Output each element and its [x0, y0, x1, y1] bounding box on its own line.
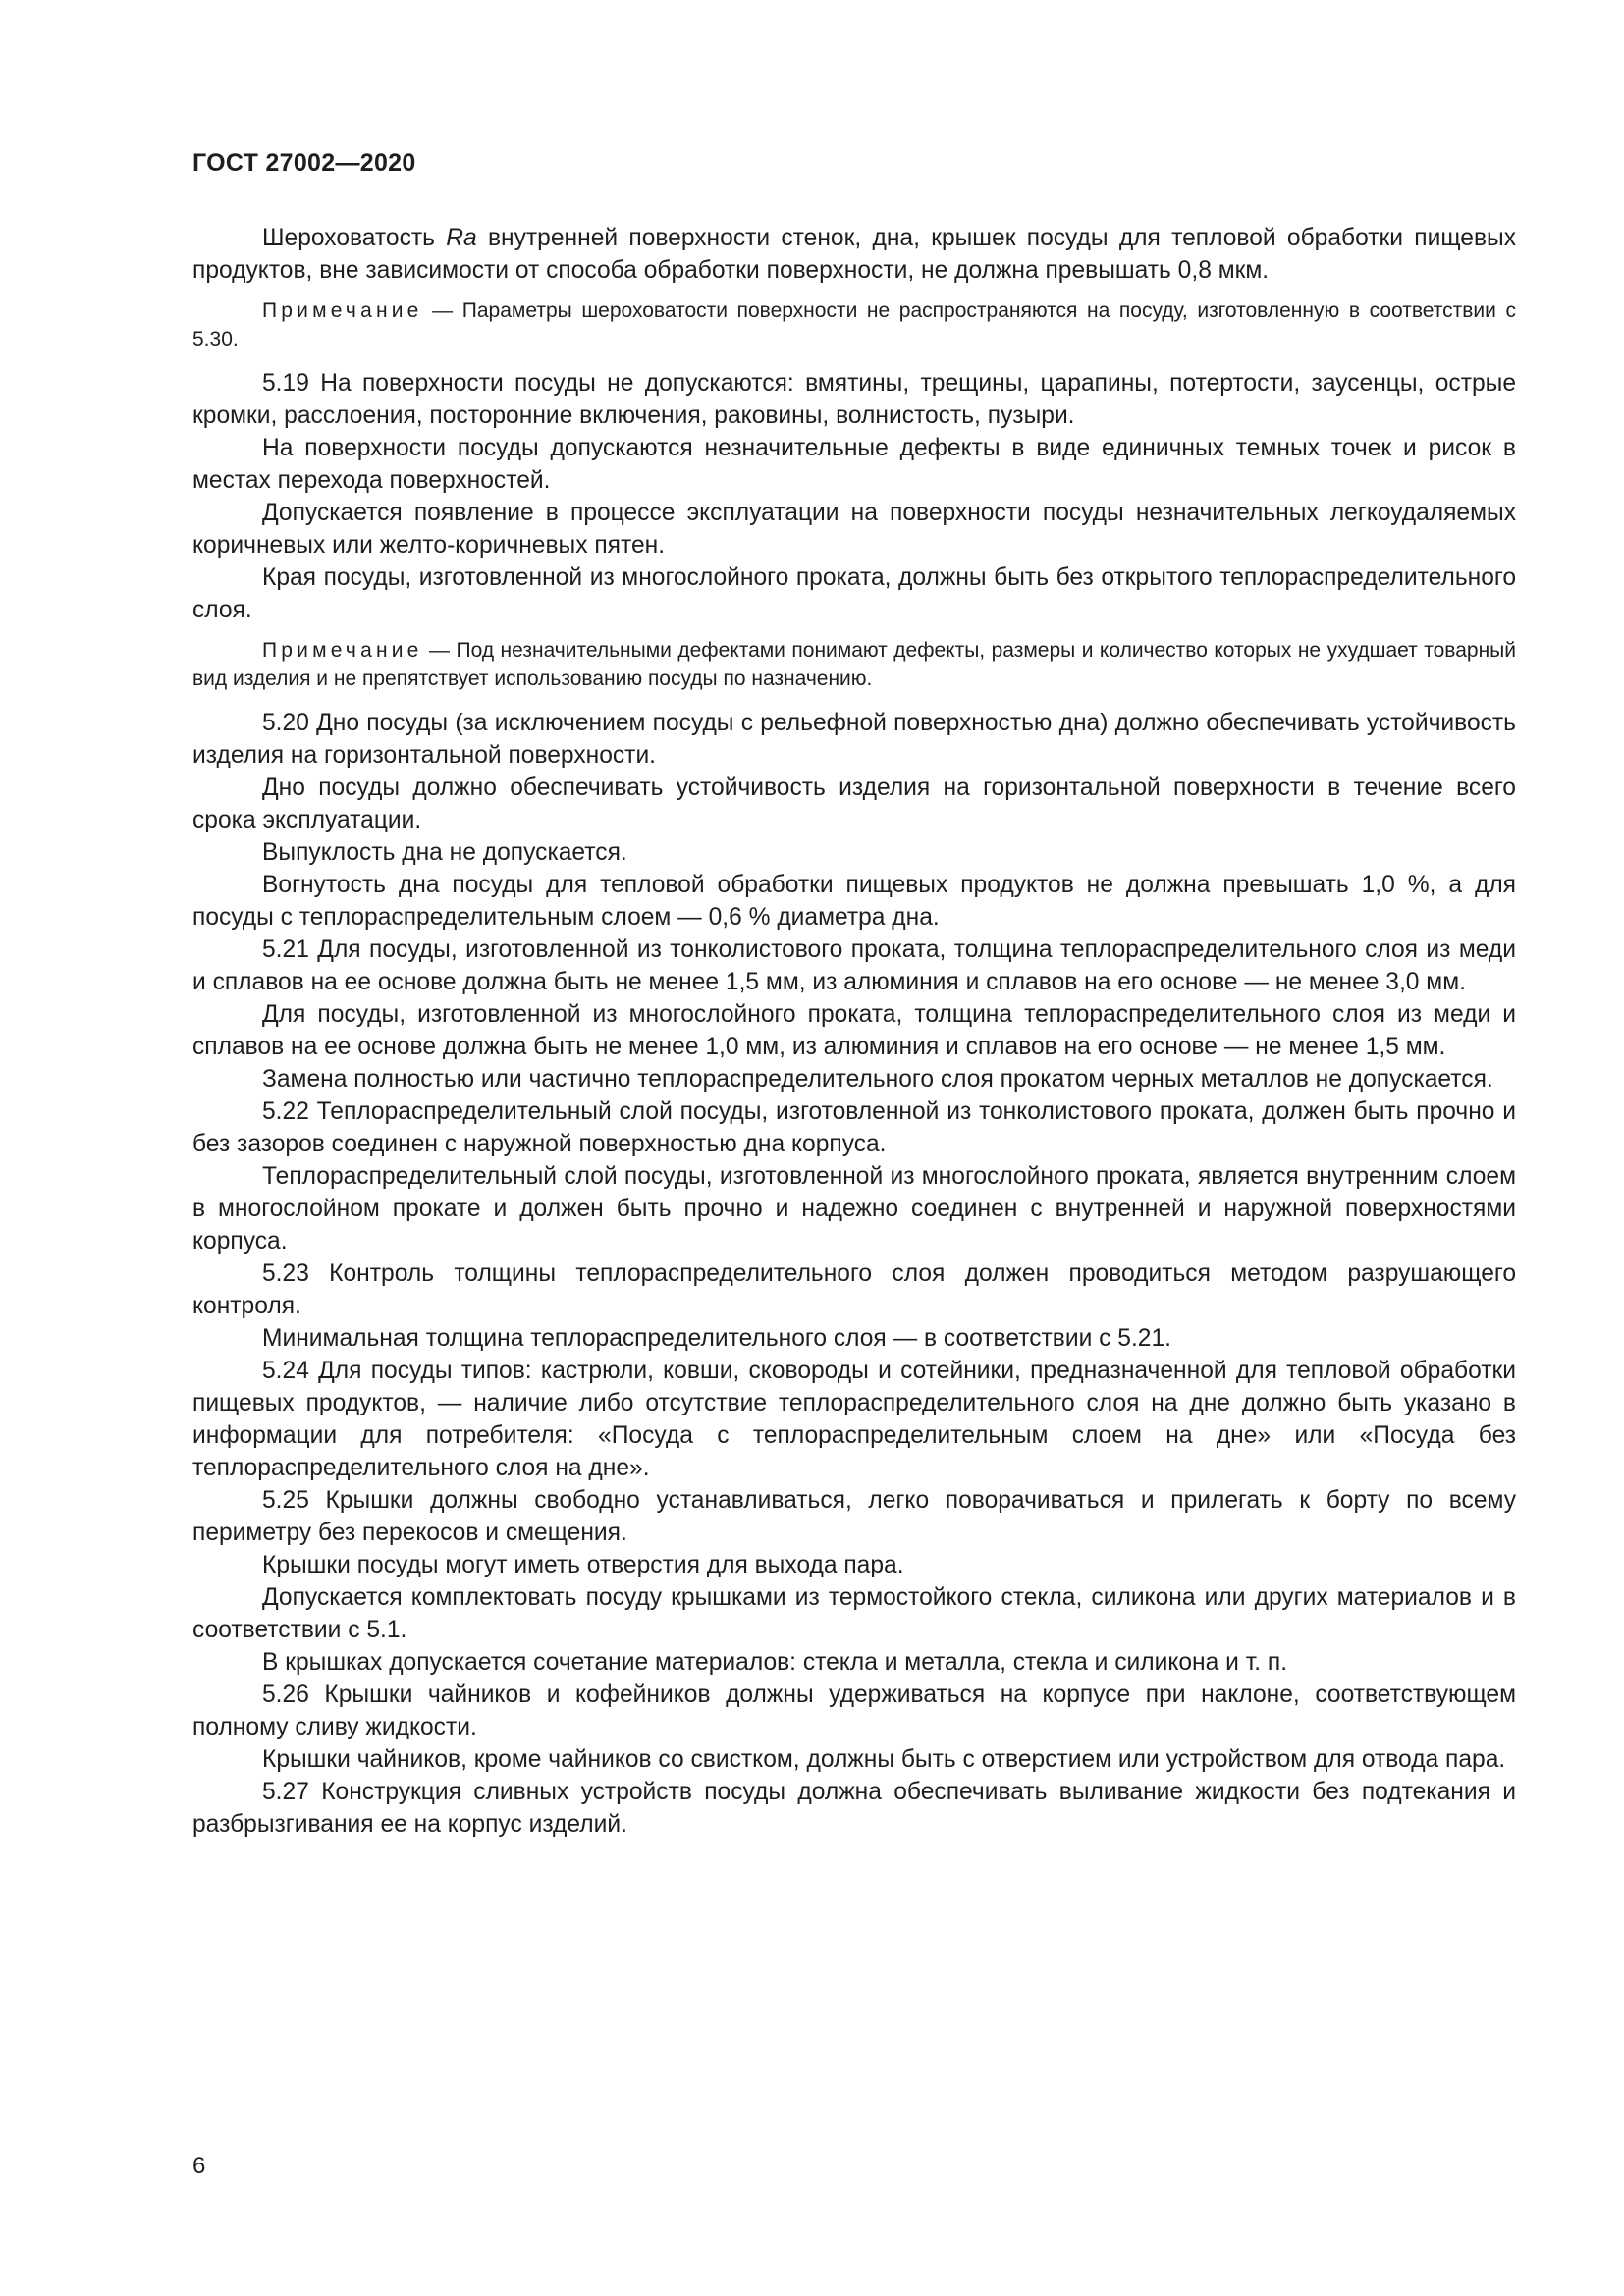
- paragraph-5-19: 5.19 На поверхности посуды не допускаются: вмятины, трещины, царапины, потертости, заусенцы, острые кромки, расслоения, посторонние включения, раковины, волнистость, пузыри.: [192, 370, 1516, 429]
- paragraph-5-20: 5.20 Дно посуды (за исключением посуды с рельефной поверхностью дна) должно обеспечивать устойчивость изделия на горизонтальной поверхности.: [192, 710, 1516, 769]
- paragraph: Замена полностью или частично теплораспределительного слоя прокатом черных металлов не допускается.: [262, 1066, 1493, 1093]
- paragraph: Края посуды, изготовленной из многослойного проката, должны быть без открытого теплораспределительного слоя.: [192, 564, 1516, 623]
- paragraph: Крышки чайников, кроме чайников со свистком, должны быть с отверстием или устройством для отвода пара.: [262, 1746, 1506, 1773]
- document-body: [192, 222, 1516, 1841]
- paragraph-5-25: 5.25 Крышки должны свободно устанавливаться, легко поворачиваться и прилегать к борту по всему периметру без перекосов и смещения.: [192, 1487, 1516, 1546]
- paragraph-5-21: 5.21 Для посуды, изготовленной из тонколистового проката, толщина теплораспределительного слоя из меди и сплавов на ее основе должна быть не менее 1,5 мм, из алюминия и сплавов на его основе — не менее 3,0 мм.: [192, 936, 1516, 995]
- note-defects: [192, 636, 1516, 693]
- paragraph: Для посуды, изготовленной из многослойного проката, толщина теплораспределительного слоя из меди и сплавов на ее основе должна быть не менее 1,0 мм, из алюминия и сплавов на его основе — не менее 1,5 мм.: [192, 1001, 1516, 1060]
- paragraph-5-23: 5.23 Контроль толщины теплораспределительного слоя должен проводиться методом разрушающего контроля.: [192, 1260, 1516, 1319]
- note-text: — Параметры шероховатости поверхности не распространяются на посуду, изготовленную в соответствии с 5.30.: [192, 299, 1516, 350]
- paragraph: Допускается появление в процессе эксплуатации на поверхности посуды незначительных легкоудаляемых коричневых или желто-коричневых пятен.: [192, 500, 1516, 559]
- paragraph-text: внутренней поверхности стенок, дна, крышек посуды для тепловой обработки пищевых продуктов, вне зависимости от способа обработки поверхности, не должна превышать 0,8 мкм.: [192, 225, 1516, 284]
- paragraph: Выпуклость дна не допускается.: [262, 839, 627, 866]
- paragraph: Допускается комплектовать посуду крышками из термостойкого стекла, силикона или других материалов и в соответствии с 5.1.: [192, 1584, 1516, 1643]
- roughness-symbol: Ra: [446, 225, 477, 251]
- paragraph: Теплораспределительный слой посуды, изготовленной из многослойного проката, является внутренним слоем в многослойном прокате и должен быть прочно и надежно соединен с внутренней и наружной поверхностями корпуса.: [192, 1163, 1516, 1255]
- document-header: ГОСТ 27002—2020: [192, 149, 416, 177]
- paragraph: Дно посуды должно обеспечивать устойчивость изделия на горизонтальной поверхности в течение всего срока эксплуатации.: [192, 774, 1516, 833]
- page-number: 6: [192, 2153, 206, 2179]
- paragraph: В крышках допускается сочетание материалов: стекла и металла, стекла и силикона и т. п.: [262, 1649, 1288, 1676]
- paragraph: Крышки посуды могут иметь отверстия для выхода пара.: [262, 1552, 904, 1578]
- note-roughness: [192, 296, 1516, 353]
- paragraph: Минимальная толщина теплораспределительного слоя — в соответствии с 5.21.: [262, 1325, 1171, 1352]
- paragraph-text: Шероховатость: [262, 225, 447, 251]
- note-text: — Под незначительными дефектами понимают дефекты, размеры и количество которых не ухудшает товарный вид изделия и не препятствует использованию посуды по назначению.: [192, 639, 1516, 690]
- paragraph-roughness: [192, 222, 1516, 287]
- paragraph-5-26: 5.26 Крышки чайников и кофейников должны удерживаться на корпусе при наклоне, соответствующем полному сливу жидкости.: [192, 1682, 1516, 1740]
- note-label: Примечание: [262, 639, 423, 662]
- note-label: Примечание: [262, 299, 423, 322]
- paragraph: На поверхности посуды допускаются незначительные дефекты в виде единичных темных точек и рисок в местах перехода поверхностей.: [192, 435, 1516, 494]
- paragraph-5-24: 5.24 Для посуды типов: кастрюли, ковши, сковороды и сотейники, предназначенной для тепловой обработки пищевых продуктов, — наличие либо отсутствие теплораспределительного слоя на дне должно быть указано в информации для потребителя: «Посуда с теплораспределительным слоем на дне» или «Посуда без теплораспределительного слоя на дне».: [192, 1358, 1516, 1481]
- paragraph-5-27: 5.27 Конструкция сливных устройств посуды должна обеспечивать выливание жидкости без подтекания и разбрызгивания ее на корпус изделий.: [192, 1779, 1516, 1838]
- paragraph-5-22: 5.22 Теплораспределительный слой посуды, изготовленной из тонколистового проката, должен быть прочно и без зазоров соединен с наружной поверхностью дна корпуса.: [192, 1098, 1516, 1157]
- paragraph: Вогнутость дна посуды для тепловой обработки пищевых продуктов не должна превышать 1,0 %, а для посуды с теплораспределительным слоем — 0,6 % диаметра дна.: [192, 872, 1516, 931]
